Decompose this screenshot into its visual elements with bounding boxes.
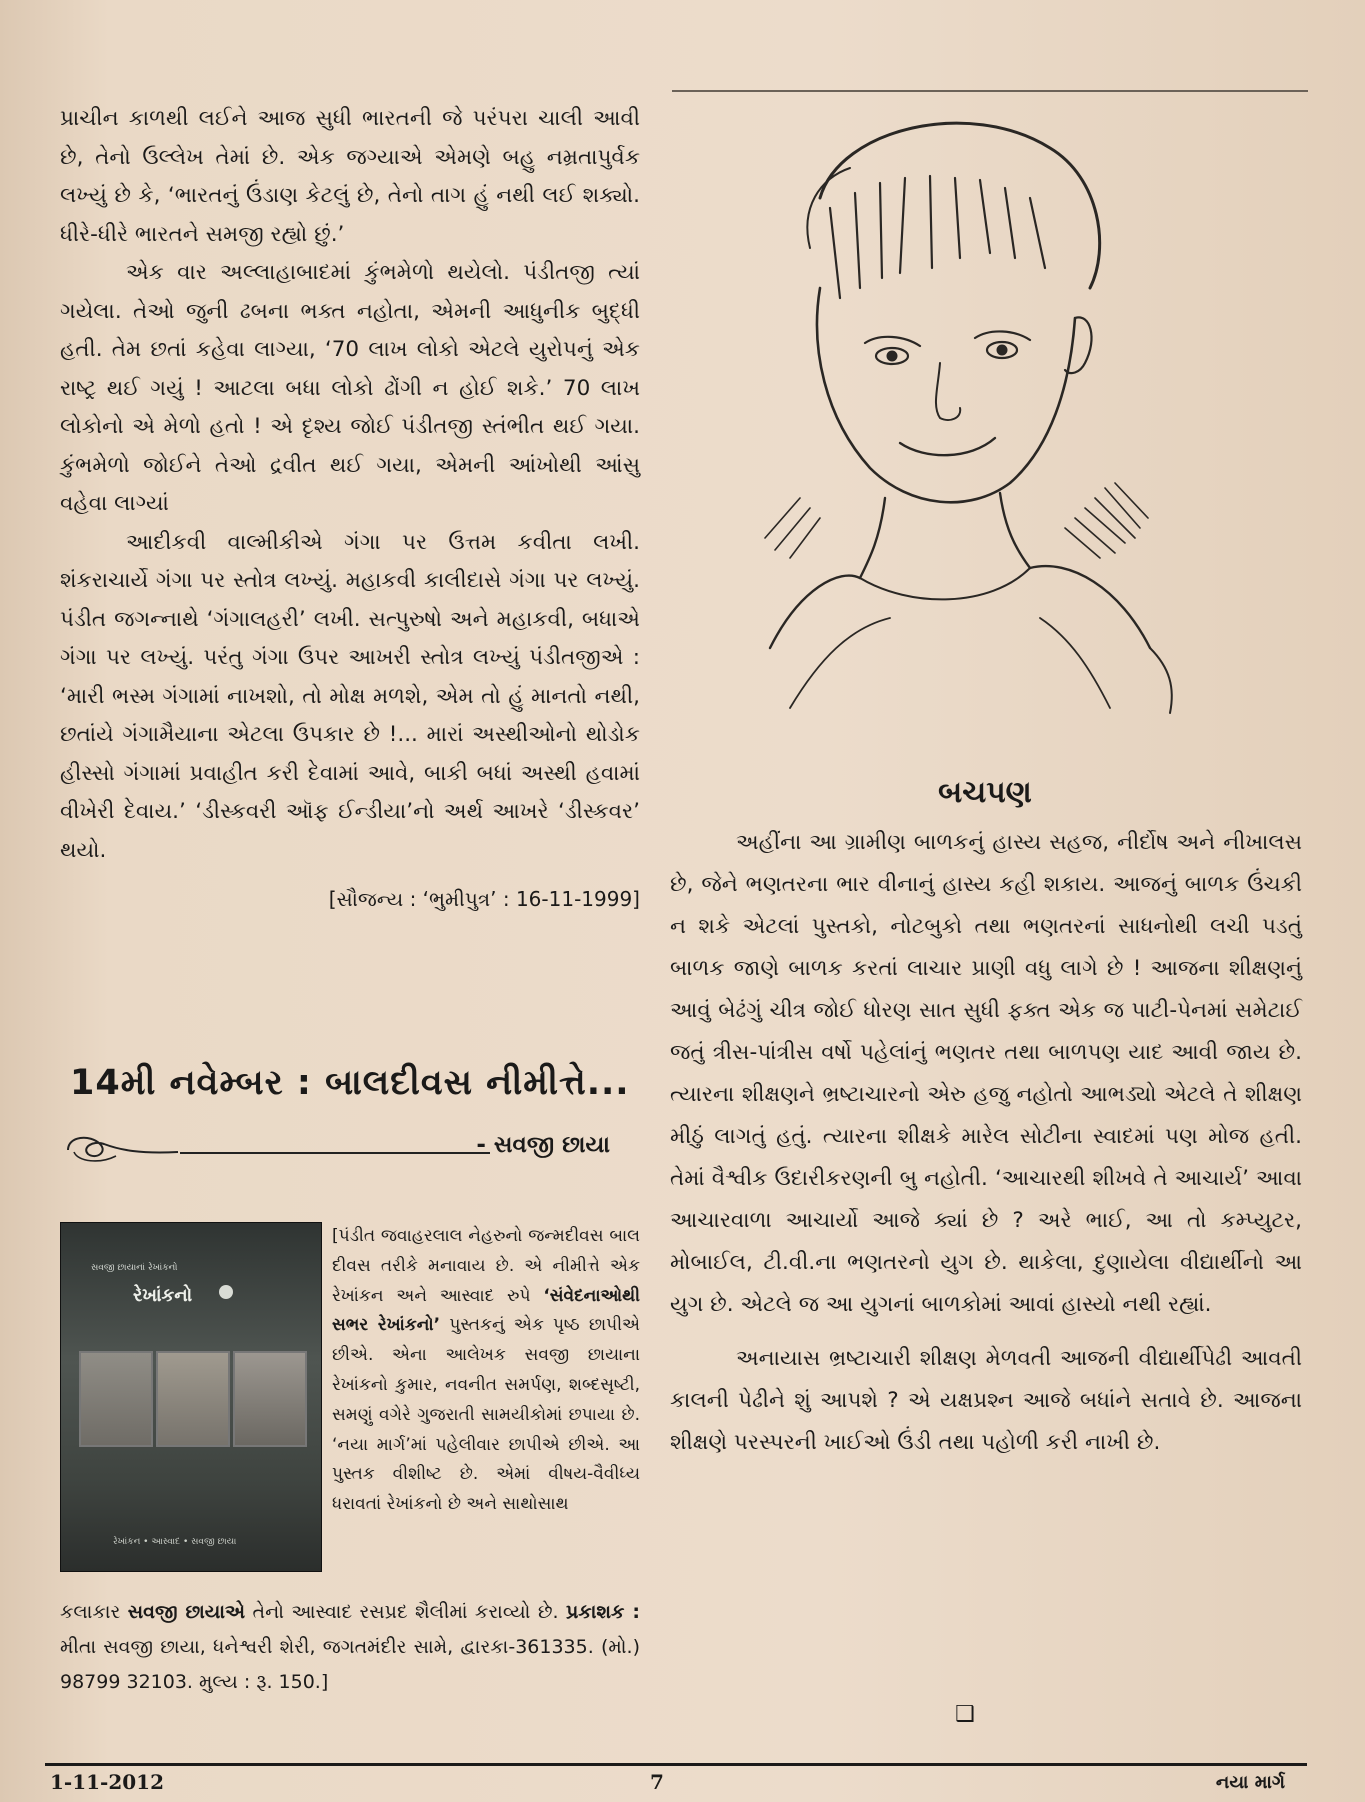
end-mark-icon: ❑	[955, 1702, 975, 1727]
book-cover-portrait	[156, 1351, 230, 1447]
paragraph: અનાયાસ ભ્રષ્ટાચારી શીક્ષણ મેળવતી આજની વીદ્યાર્થીપેઢી આવતી કાલની પેઢીને શું આપશે ? એ યક્ષપ્રશ્ન આજે બધાંને સતાવે છે. આજના શીક્ષણે પરસ્પરની ખાઈઓ ઉંડી તથા પહોળી કરી નાખી છે.	[670, 1346, 1302, 1455]
book-cover-top-line: સવજી છાયાનાં રેખાંકનો	[91, 1263, 178, 1273]
book-cover-bottom-line: રેખાંકન • આસ્વાદ • સવજી છાયા	[113, 1537, 237, 1547]
byline: - સવજી છાયા	[476, 1132, 610, 1158]
book-name: ‘સંવેદનાઓથી સભર રેખાંકનો’	[332, 1285, 641, 1336]
paragraph: પ્રાચીન કાળથી લઈને આજ સુધી ભારતની જે પરંપરા ચાલી આવી છે, તેનો ઉલ્લેખ તેમાં છે. એક જગ્યાએ એમણે બહુ નમ્રતાપુર્વક લખ્યું છે કે, ‘ભારતનું ઉંડાણ કેટલું છે, તેનો તાગ હું નથી લઈ શક્યો. ધીરે-ધીરે ભારતને સમજી રહ્યો છું.’	[60, 106, 640, 247]
book-cover-portrait	[233, 1351, 307, 1447]
tail-text: કલાકાર	[60, 1601, 121, 1623]
article-title: બચપણ	[938, 775, 1032, 810]
left-column-text	[60, 100, 640, 919]
book-cover-image	[60, 1222, 322, 1572]
paragraph: અહીંના આ ગ્રામીણ બાળકનું હાસ્ય સહજ, નીર્દોષ અને નીખાલસ છે, જેને ભણતરના ભાર વીનાનું હાસ્ય કહી શકાય. આજનું બાળક ઉંચકી ન શકે એટલાં પુસ્તકો, નોટબુકો તથા ભણતરનાં સાધનોથી લચી પડતું બાળક જાણે બાળક કરતાં લાચાર પ્રાણી વધુ લાગે છે ! આજના શીક્ષણનું આવું બેઢંગું ચીત્ર જોઈ ધોરણ સાત સુધી ફક્ત એક જ પાટી-પેનમાં સમેટાઈ જતું ત્રીસ-પાંત્રીસ વર્ષો પહેલાંનું ભણતર તથા બાળપણ યાદ આવી જાય છે. ત્યારના શીક્ષણને ભ્રષ્ટાચારનો એરુ હજુ નહોતો આભડ્યો એટલે તે શીક્ષણ મીઠું લાગતું હતું. ત્યારના શીક્ષકે મારેલ સોટીના સ્વાદમાં પણ મોજ હતી. તેમાં વૈશ્વીક ઉદારીકરણની બુ નહોતી. ‘આચારથી શીખવે તે આચાર્ય’ આવા આચારવાળા આચાર્યો આજે ક્યાં છે ? અરે ભાઈ, આ તો કમ્પ્યુટર, મોબાઈલ, ટી.વી.ના ભણતરનો યુગ છે. થાકેલા, દુણાયેલા વીદ્યાર્થીનો આ યુગ છે. એટલે જ આ યુગનાં બાળકોમાં આવાં હાસ્યો નથી રહ્યાં.	[670, 830, 1302, 1317]
child-portrait-sketch	[670, 88, 1300, 738]
right-column-text	[670, 822, 1302, 1464]
publisher-text: મીતા સવજી છાયા, ધનેશ્વરી શેરી, જગતમંદીર સામે, દ્વારકા-361335. (મો.) 98799 32103. મુલ્ય : રૂ. 150.]	[60, 1636, 640, 1693]
book-cover-title: રેખાંકનો	[133, 1285, 193, 1306]
book-intro-text	[332, 1222, 640, 1520]
footer-rule	[45, 1763, 1307, 1766]
artist-name: સવજી છાયાએ	[127, 1601, 246, 1623]
book-intro-tail	[60, 1595, 640, 1700]
byline-row	[60, 1128, 640, 1168]
publisher-label: પ્રકાશક :	[565, 1601, 641, 1623]
tail-text: તેનો આસ્વાદ રસપ્રદ શૈલીમાં કરાવ્યો છે.	[252, 1601, 559, 1623]
paragraph: આદીકવી વાલ્મીકીએ ગંગા પર ઉત્તમ કવીતા લખી. શંકરાચાર્યે ગંગા પર સ્તોત્ર લખ્યું. મહાકવી કાલીદાસે ગંગા પર લખ્યું. પંડીત જગન્નાથે ‘ગંગાલહરી’ લખી. સત્પુરુષો અને મહાકવી, બધાએ ગંગા પર લખ્યું. પરંતુ ગંગા ઉપર આખરી સ્તોત્ર લખ્યું પંડીતજીએ : ‘મારી ભસ્મ ગંગામાં નાખશો, તો મોક્ષ મળશે, એમ તો હું માનતો નથી, છતાંયે ગંગામૈયાના એટલા ઉપકાર છે !... મારાં અસ્થીઓનો થોડોક હીસ્સો ગંગામાં પ્રવાહીત કરી દેવામાં આવે, બાકી બધાં અસ્થી હવામાં વીખેરી દેવાય.’ ‘ડીસ્કવરી ઑફ ઈન્ડીયા’નો અર્થ આખરે ‘ડીસ્કવર’ થયો.	[60, 529, 640, 863]
book-cover-emblem-icon	[219, 1285, 233, 1299]
source-credit: [સૌજન્ય : ‘ભુમીપુત્ર’ : 16-11-1999]	[328, 887, 640, 911]
page-number: 7	[650, 1770, 664, 1794]
byline-rule	[180, 1152, 490, 1154]
article-heading: 14મી નવેમ્બર : બાલદીવસ નીમીત્તે...	[70, 1063, 630, 1103]
magazine-name: નયા માર્ગ	[1215, 1772, 1285, 1793]
issue-date: 1-11-2012	[50, 1770, 165, 1794]
intro-text: [પંડીત જવાહરલાલ નેહરુનો જન્મદીવસ બાલ દીવસ તરીકે મનાવાય છે. એ નીમીત્તે એક રેખાંકન અને આસ્વાદ રુપે	[332, 1226, 640, 1306]
ornament-swirl-icon	[60, 1128, 180, 1168]
paragraph: એક વાર અલ્લાહાબાદમાં કુંભમેળો થયેલો. પંડીતજી ત્યાં ગયેલા. તેઓ જુની ઢબના ભક્ત નહોતા, એમની આધુનીક બુદ્ધી હતી. તેમ છતાં કહેવા લાગ્યા, ‘70 લાખ લોકો એટલે યુરોપનું એક રાષ્ટ્ર થઈ ગયું ! આટલા બધા લોકો ઢોંગી ન હોઈ શકે.’ 70 લાખ લોકોનો એ મેળો હતો ! એ દૃશ્ય જોઈ પંડીતજી સ્તંભીત થઈ ગયા. કુંભમેળો જોઈને તેઓ દ્રવીત થઈ ગયા, એમની આંખોથી આંસુ વહેવા લાગ્યાં	[60, 260, 640, 516]
book-cover-portrait	[79, 1351, 153, 1447]
intro-text: પુસ્તકનું એક પૃષ્ઠ છાપીએ છીએ. એના આલેખક સવજી છાયાના રેખાંકનો કુમાર, નવનીત સમર્પણ, શબ્દસૃષ્ટી, સમણું વગેરે ગુજરાતી સામયીકોમાં છપાયા છે. ‘નયા માર્ગ’માં પહેલીવાર છાપીએ છીએ. આ પુસ્તક વીશીષ્ટ છે. એમાં વીષય-વૈવીધ્ય ધરાવતાં રેખાંકનો છે અને સાથોસાથ	[332, 1315, 640, 1515]
